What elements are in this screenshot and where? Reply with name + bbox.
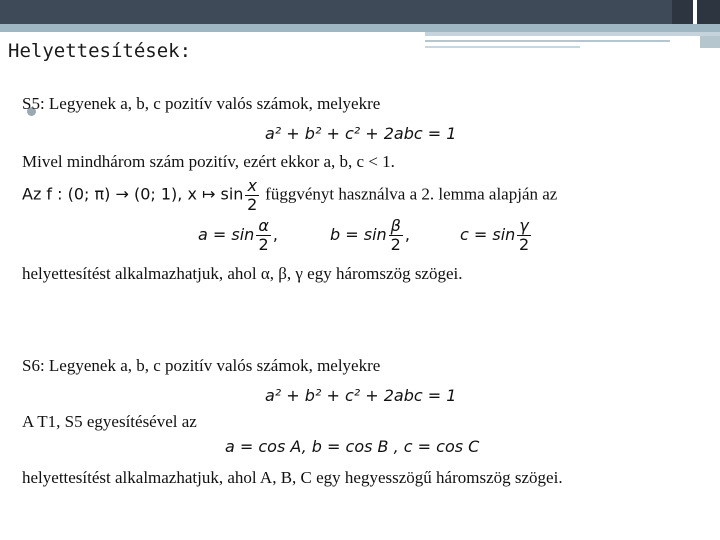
s5-sub-a-comma: ,: [272, 225, 278, 244]
accent-stripe-2: [425, 32, 720, 36]
s6-intro: S6: Legyenek a, b, c pozitív valós számok, melyekre: [22, 356, 381, 375]
s5-sub-b-label: b = sin: [330, 225, 387, 244]
s5-sub-c: [460, 218, 533, 253]
s5-sub-c-fraction: [517, 218, 530, 253]
s5-sub-b-fraction: [389, 218, 403, 253]
s5-func-num: x: [247, 176, 257, 195]
accent-stripe: [0, 24, 720, 32]
s5-sub-a-label: a = sin: [198, 225, 255, 244]
accent-stripe-3: [425, 40, 670, 42]
s5-func-suffix: függvényt használva a 2. lemma alapján az: [265, 184, 558, 204]
s5-sub-a: [198, 218, 278, 253]
s5-func-fraction: [245, 178, 258, 213]
s6-substitution: a = cos A, b = cos B , c = cos C: [225, 437, 480, 456]
s5-sub-c-num: γ: [519, 216, 529, 235]
s5-intro: S5: Legyenek a, b, c pozitív valós számok, melyekre: [22, 94, 381, 113]
page-title: Helyettesítések:: [8, 40, 192, 62]
s5-sub-a-den: 2: [258, 235, 269, 254]
s5-func-den: 2: [247, 195, 258, 214]
s5-sub-b-den: 2: [390, 235, 401, 254]
s5-sub-a-fraction: [256, 218, 271, 253]
s5-sub-b-num: β: [390, 216, 401, 235]
s5-function-line: [22, 178, 557, 213]
s5-sub-a-num: α: [258, 216, 269, 235]
accent-stripe-4: [425, 46, 580, 48]
s5-equation: a² + b² + c² + 2abc = 1: [265, 124, 457, 143]
top-bar: [0, 0, 720, 24]
s6-equation: a² + b² + c² + 2abc = 1: [265, 386, 457, 405]
s5-sub-b: [330, 218, 410, 253]
s5-func-prefix: Az f : (0; π) → (0; 1), x ↦ sin: [22, 184, 244, 204]
s5-conclusion: helyettesítést alkalmazhatjuk, ahol α, β, γ egy háromszög szögei.: [22, 264, 463, 283]
s6-combine: A T1, S5 egyesítésével az: [22, 412, 197, 431]
s5-sub-b-comma: ,: [404, 225, 410, 244]
s5-sub-c-label: c = sin: [460, 225, 516, 244]
s6-conclusion: helyettesítést alkalmazhatjuk, ahol A, B, C egy hegyesszögű háromszög szögei.: [22, 468, 563, 487]
s5-since: Mivel mindhárom szám pozitív, ezért ekkor a, b, c < 1.: [22, 152, 395, 171]
accent-stripe-5: [700, 36, 720, 48]
s5-sub-c-den: 2: [518, 235, 530, 254]
